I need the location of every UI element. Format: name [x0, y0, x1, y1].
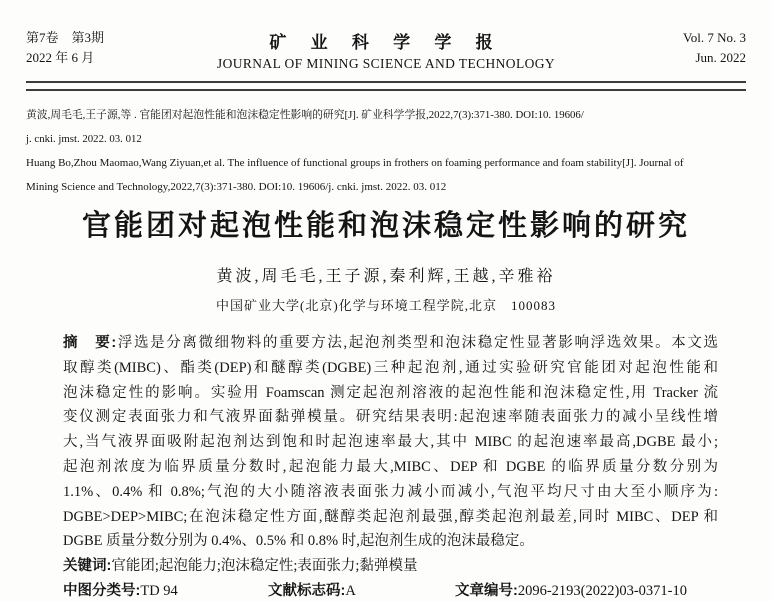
- article-id-label: 文章编号:: [455, 582, 518, 599]
- masthead-center: [196, 28, 576, 72]
- keywords-label: 关键词:: [63, 558, 112, 575]
- article-id-item: [455, 579, 687, 602]
- volume-issue-cn: 第7卷 第3期: [26, 30, 105, 45]
- keywords-line: [63, 554, 718, 579]
- masthead-left: [26, 28, 196, 68]
- abstract-line: DGBE>DEP>MIBC;在泡沫稳定性方面,醚醇类起泡剂最强,醇类起泡剂最差,同时 MIBC、DEP 和: [63, 508, 718, 525]
- article-title: 官能团对起泡性能和泡沫稳定性影响的研究: [81, 210, 690, 242]
- classification-row: [26, 579, 746, 602]
- abstract-line: 泡沫稳定性的影响。实验用 Foamscan 测定起泡剂溶液的起泡性能和泡沫稳定性,用 Tracker 流: [63, 384, 718, 401]
- citation-en-line1: Huang Bo,Zhou Maomao,Wang Ziyuan,et al. The influence of functional groups in frothers on foaming performance and foam stability[J]. Journal of: [26, 157, 684, 169]
- abstract-line: 起泡剂浓度为临界质量分数时,起泡能力最大,MIBC、DEP 和 DGBE 的临界质量分数分别为: [63, 458, 718, 475]
- clc-item: [63, 579, 268, 602]
- clc-value: TD 94: [140, 582, 178, 599]
- citation-block: [26, 103, 746, 199]
- abstract-line: 1.1%、0.4% 和 0.8%;气泡的大小随溶液表面张力减小而减小,气泡平均尺寸由大至小顺序为:: [63, 483, 718, 500]
- masthead: [26, 28, 746, 72]
- doc-code-item: [268, 579, 455, 602]
- keywords-text: 官能团;起泡能力;泡沫稳定性;表面张力;黏弹模量: [111, 558, 418, 575]
- masthead-right: [576, 28, 746, 68]
- date-cn: 2022 年 6 月: [26, 50, 95, 65]
- journal-title-cn: 矿 业 科 学 学 报: [269, 33, 503, 52]
- volume-issue-en: Vol. 7 No. 3: [683, 30, 746, 45]
- header-double-rule: [26, 81, 746, 91]
- citation-cn-line1: 黄波,周毛毛,王子源,等 . 官能团对起泡性能和泡沫稳定性影响的研究[J]. 矿业科学学报,2022,7(3):371-380. DOI:10. 19606/: [26, 109, 584, 121]
- abstract-line: 大,当气液界面吸附起泡剂达到饱和时起泡速率最大,其中 MIBC 的起泡速率最高,DGBE 最小;: [63, 434, 718, 451]
- article-id-value: 2096-2193(2022)03-0371-10: [517, 582, 687, 599]
- authors-line: 黄波,周毛毛,王子源,秦利辉,王越,辛雅裕: [216, 268, 556, 285]
- abstract-line: 取醇类(MIBC)、酯类(DEP)和醚醇类(DGBE)三种起泡剂,通过实验研究官能团对起泡性能和: [63, 359, 718, 376]
- doc-code-value: A: [345, 582, 356, 599]
- abstract-line: DGBE 质量分数分别为 0.4%、0.5% 和 0.8% 时,起泡剂生成的泡沫最稳定。: [63, 533, 534, 550]
- citation-cn-line2: j. cnki. jmst. 2022. 03. 012: [26, 133, 142, 145]
- affiliation-line: 中国矿业大学(北京)化学与环境工程学院,北京 100083: [216, 298, 556, 313]
- abstract-line: [63, 331, 718, 356]
- abstract-line: 变仪测定表面张力和气液界面黏弹模量。研究结果表明:起泡速率随表面张力的减小呈线性增: [63, 409, 718, 426]
- abstract-section: [26, 331, 746, 579]
- citation-en-line2: Mining Science and Technology,2022,7(3):371-380. DOI:10. 19606/j. cnki. jmst. 2022. 03. 012: [26, 181, 447, 193]
- doc-code-label: 文献标志码:: [268, 582, 346, 599]
- journal-title-en: JOURNAL OF MINING SCIENCE AND TECHNOLOGY: [216, 56, 556, 71]
- abstract-text: 浮选是分离微细物料的重要方法,起泡剂类型和泡沫稳定性显著影响浮选效果。本文选: [116, 335, 718, 351]
- date-en: Jun. 2022: [695, 50, 746, 65]
- abstract-label: 摘 要:: [63, 335, 117, 351]
- clc-label: 中图分类号:: [63, 582, 141, 599]
